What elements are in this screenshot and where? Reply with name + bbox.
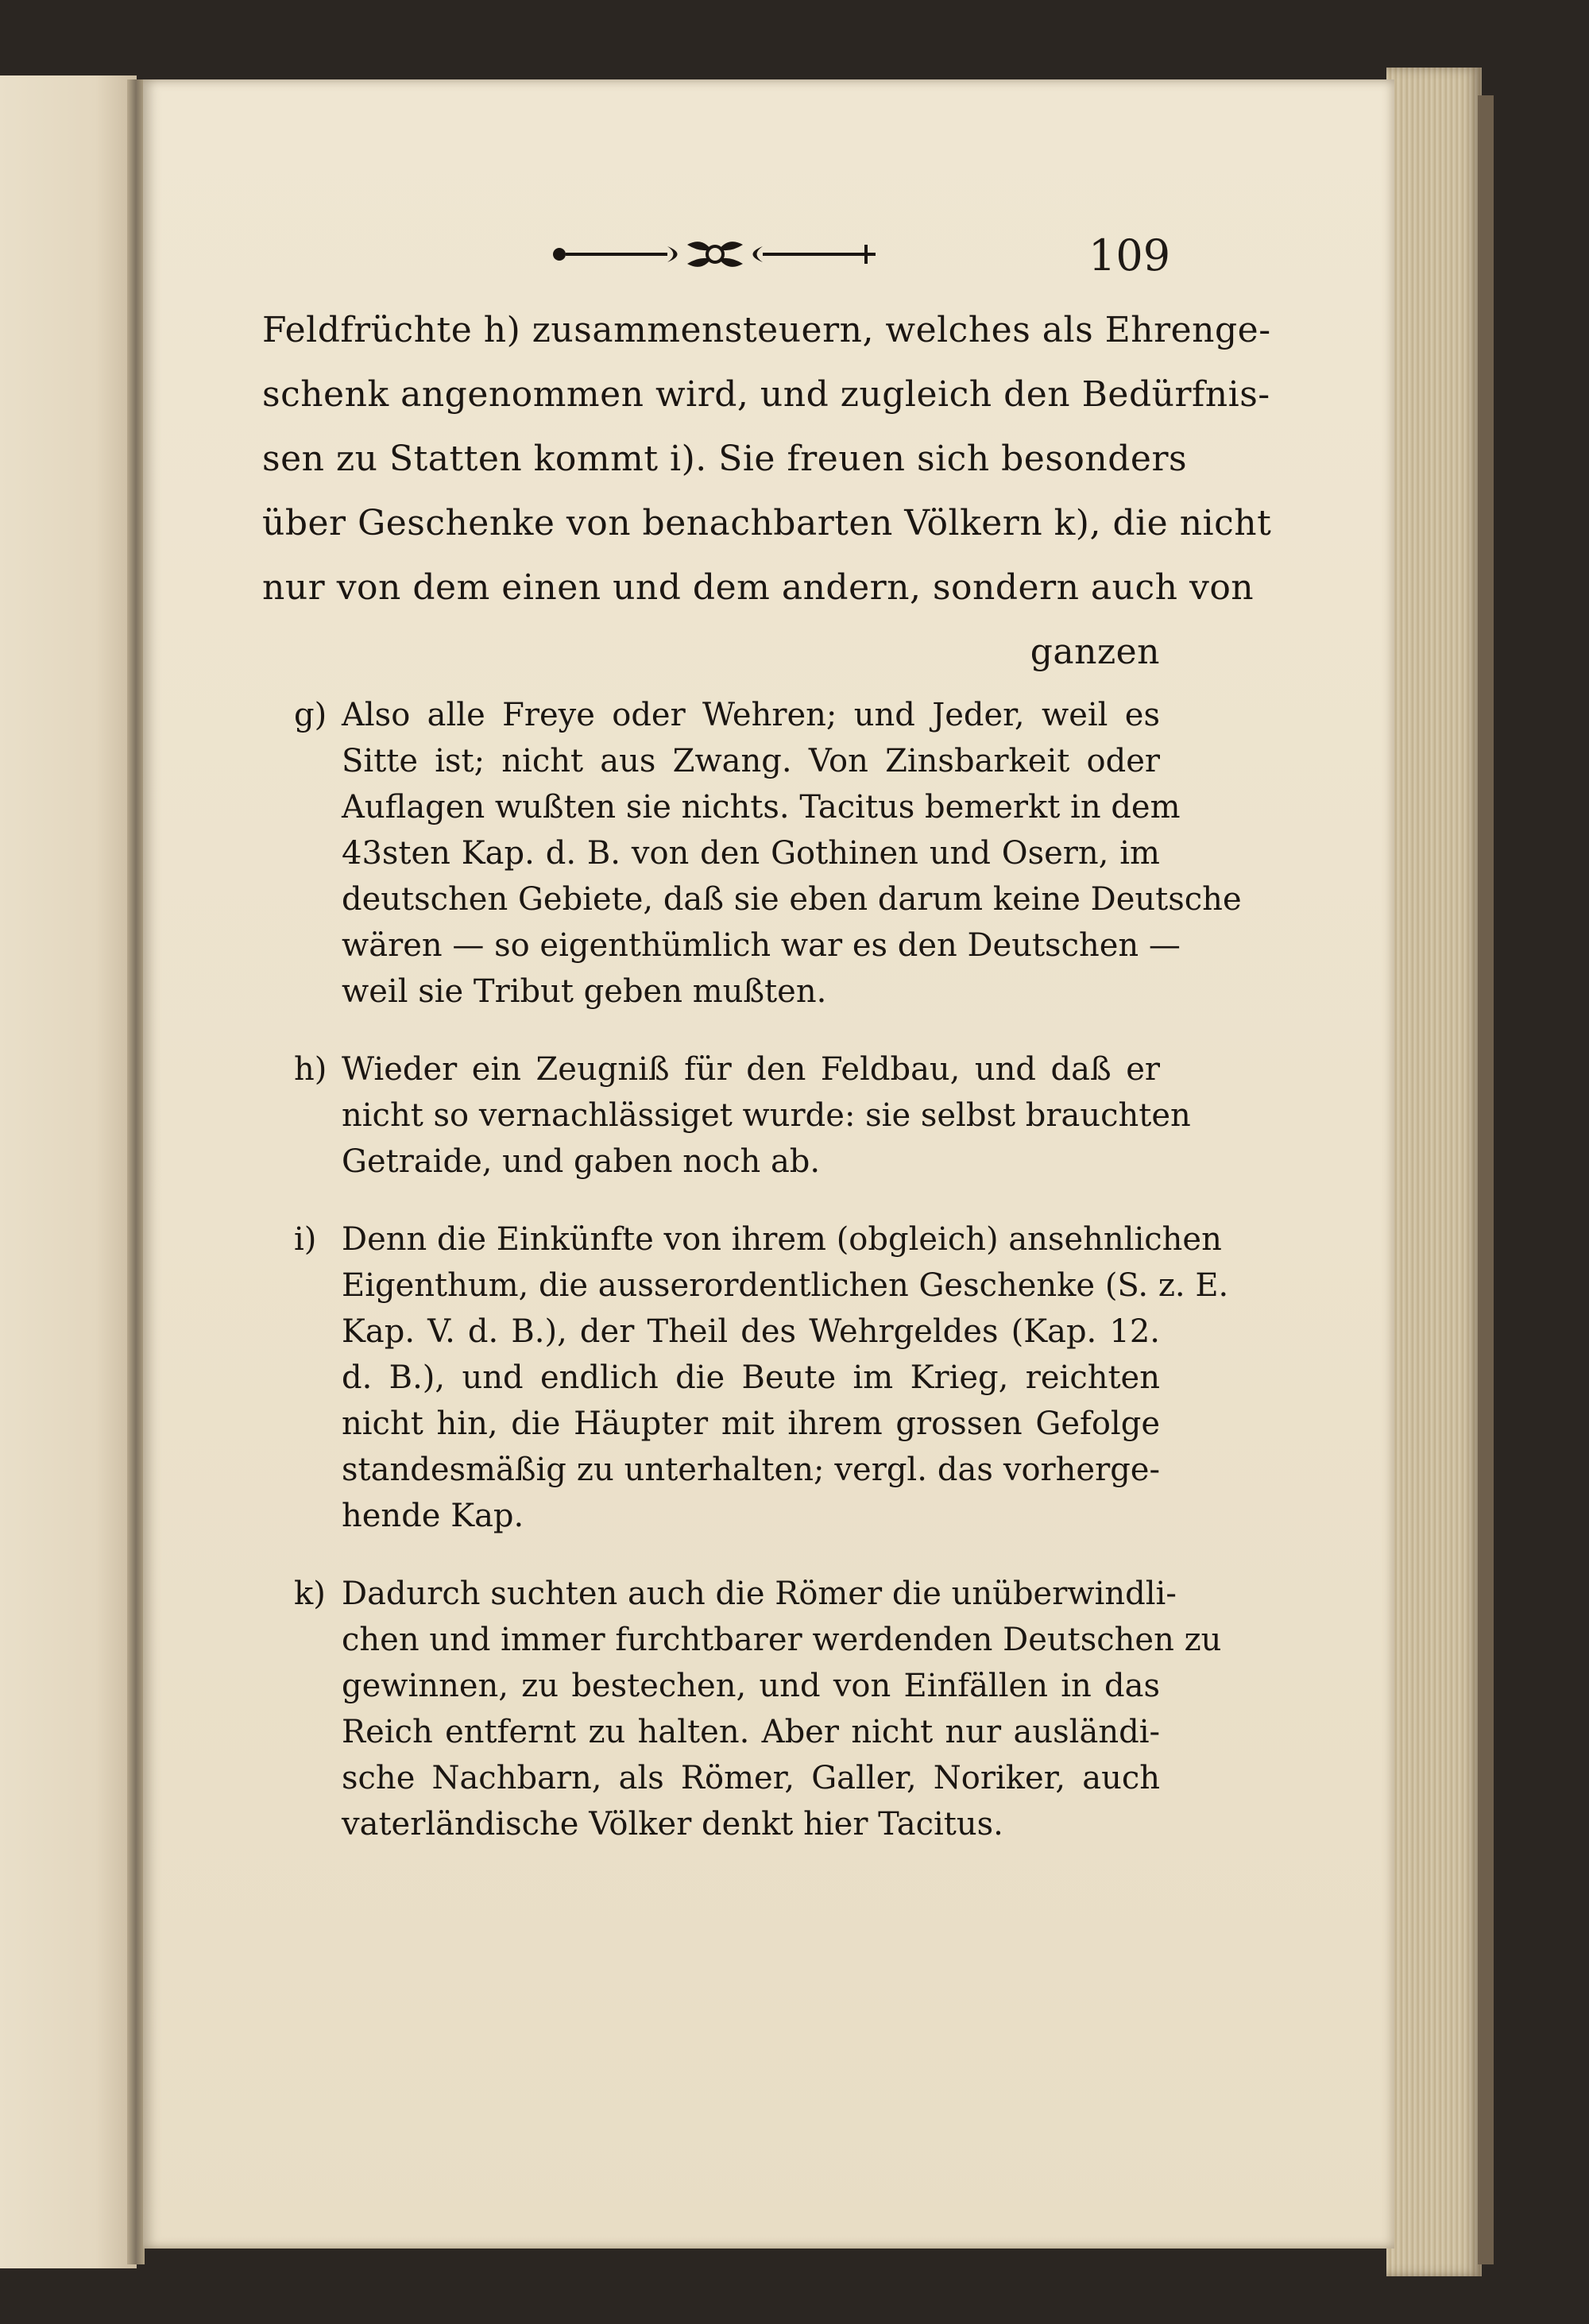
footnote-line: Also alle Freye oder Wehren; und Jeder, weil es [342,697,1160,733]
footnote-h [262,1046,1191,1185]
text-line: sen zu Statten kommt i). Sie freuen sich besonders [262,439,1188,479]
footnote-line: Wieder ein Zeugniß für den Feldbau, und daß er [342,1051,1160,1088]
footnote-line: 43sten Kap. d. B. von den Gothinen und Osern, im [342,835,1160,872]
page-text [262,298,1272,1847]
footnote-line: Sitte ist; nicht aus Zwang. Von Zinsbarkeit oder [342,743,1160,779]
page-number: 109 [1088,230,1171,280]
book-gutter [127,79,145,2264]
footnote-g [262,692,1242,1015]
footnote-line: standesmäßig zu unterhalten; vergl. das vorherge- [342,1452,1160,1488]
footnote-line: Getraide, und gaben noch ab. [342,1143,821,1180]
footnote-marker: g) [294,697,327,733]
header-ornament [548,237,882,272]
footnote-line: hende Kap. [342,1498,524,1534]
footnote-marker: k) [294,1576,326,1612]
footnote-line: Auflagen wußten sie nichts. Tacitus bemerkt in dem [342,789,1181,826]
footnote-line: Denn die Einkünfte von ihrem (obgleich) ansehnlichen [342,1221,1222,1258]
footnote-line: nicht so vernachlässiget wurde: sie selbst brauchten [342,1097,1191,1134]
footnote-line: sche Nachbarn, als Römer, Galler, Noriker, auch [342,1760,1160,1796]
cover-edge [1478,95,1494,2264]
footnote-line: wären — so eigenthümlich war es den Deutschen — [342,927,1181,964]
footnote-line: Kap. V. d. B.), der Theil des Wehrgeldes (Kap. 12. [342,1313,1160,1350]
text-line: über Geschenke von benachbarten Völkern k), die nicht [262,503,1272,543]
footnote-k [262,1571,1222,1847]
text-line: schenk angenommen wird, und zugleich den Bedürfnis- [262,374,1270,415]
footnote-line: Reich entfernt zu halten. Aber nicht nur ausländi- [342,1714,1160,1750]
text-line: nur von dem einen und dem andern, sondern auch von [262,567,1255,608]
footnote-line: d. B.), und endlich die Beute im Krieg, reichten [342,1359,1160,1396]
footnote-line: vaterländische Völker denkt hier Tacitus. [342,1806,1003,1843]
catchword: ganzen [1030,632,1160,672]
footnote-line: Eigenthum, die ausserordentlichen Geschenke (S. z. E. [342,1267,1229,1304]
footnote-marker: h) [294,1051,327,1088]
footnote-line: nicht hin, die Häupter mit ihrem grossen Gefolge [342,1406,1160,1442]
footnote-line: weil sie Tribut geben mußten. [342,973,827,1010]
footnote-line: gewinnen, zu bestechen, und von Einfällen in das [342,1668,1160,1704]
footnote-line: deutschen Gebiete, daß sie eben darum keine Deutsche [342,881,1242,918]
left-page-edge [0,75,137,2268]
page-block-edges [1386,68,1482,2276]
main-paragraph [262,298,1272,684]
text-line: Feldfrüchte h) zusammensteuern, welches als Ehrenge- [262,310,1271,350]
footnote-marker: i) [294,1221,317,1258]
footnote-line: chen und immer furchtbarer werdenden Deutschen zu [342,1622,1222,1658]
footnote-i [262,1216,1229,1539]
footnote-line: Dadurch suchten auch die Römer die unüberwindli- [342,1576,1177,1612]
